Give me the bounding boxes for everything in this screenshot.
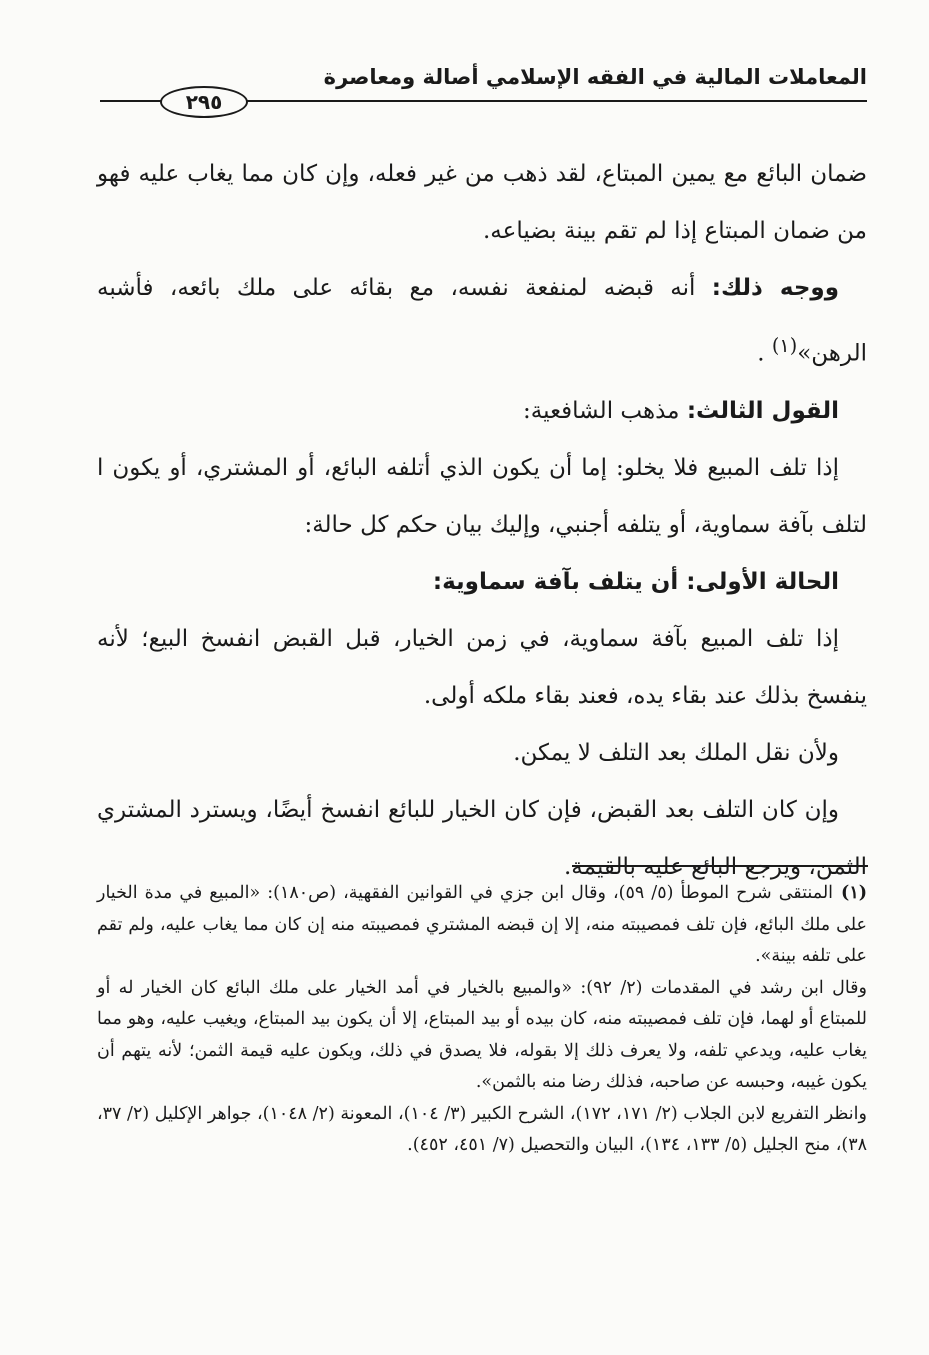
paragraph-5: ولأن نقل الملك بعد التلف لا يمكن. — [513, 739, 839, 766]
paragraph-6: وإن كان التلف بعد القبض، فإن كان الخيار للبائع انفسخ أيضًا، ويسترد المشتري الثمن، ويرجع البائع عليه بالقيمة. — [97, 796, 867, 880]
footnotes — [97, 878, 867, 1162]
paragraph-4: إذا تلف المبيع بآفة سماوية، في زمن الخيار، قبل القبض انفسخ البيع؛ لأنه ينفسخ بذلك عند بقاء يده، فعند بقاء ملكه أولى. — [97, 625, 867, 709]
paragraph-2-text: أنه قبضه لمنفعة نفسه، مع بقائه على ملك بائعه، فأشبه الرهن» — [97, 275, 867, 367]
section-heading-text: مذهب الشافعية: — [523, 397, 680, 424]
running-header-title: المعاملات المالية في الفقه الإسلامي أصالة ومعاصرة — [323, 65, 867, 89]
footnote-1-part-1 — [97, 878, 867, 973]
paragraph-2-end: . — [757, 340, 765, 367]
footnote-1-text: المنتقى شرح الموطأ (٥/ ٥٩)، وقال ابن جزي في القوانين الفقهية، (ص١٨٠): «المبيع في مدة الخيار على ملك البائع، فإن تلف فمصيبته منه، إلا إن قبضه المشتري فمصيبته منه إن كان مما يغاب عليه، ولم تقم على تلفه بينة». — [97, 883, 867, 966]
section-heading-label: القول الثالث: — [686, 397, 839, 424]
page-number-badge: ٢٩٥ — [160, 86, 248, 118]
paragraph-1: ضمان البائع مع يمين المبتاع، لقد ذهب من غير فعله، وإن كان مما يغاب عليه فهو من ضمان المبتاع إذا لم تقم بينة بضياعه. — [97, 161, 867, 244]
footnote-separator — [572, 865, 868, 867]
main-text — [97, 146, 867, 896]
section-heading-third-opinion — [97, 383, 867, 440]
footnote-1-number: (١) — [841, 883, 867, 903]
paragraph-3: إذا تلف المبيع فلا يخلو: إما أن يكون الذي أتلفه البائع، أو المشتري، أو يكون ا لتلف بآفة سماوية، أو يتلفه أجنبي، وإليك بيان حكم كل حالة: — [97, 454, 867, 538]
subheading-first-case: الحالة الأولى: أن يتلف بآفة سماوية: — [432, 568, 839, 595]
paragraph-2-label: ووجه ذلك: — [711, 275, 840, 301]
footnote-1-part-3: وانظر التفريع لابن الجلاب (٢/ ١٧١، ١٧٢)، الشرح الكبير (٣/ ١٠٤)، المعونة (٢/ ١٠٤٨)، جواهر الإكليل (٢/ ٣٧، ٣٨)، منح الجليل (٥/ ١٣٣، ١٣٤)، البيان والتحصيل (٧/ ٤٥١، ٤٥٢). — [97, 1103, 867, 1155]
footnote-reference: (١) — [771, 334, 798, 357]
footnote-1-part-2: وقال ابن رشد في المقدمات (٢/ ٩٢): «والمبيع بالخيار في أمد الخيار على ملك البائع كان الخيار له أو للمبتاع أو لهما، فإن تلف فمصيبته منه، كان بيده أو بيد المبتاع، إلا أن يكون بيد المبتاع، ويغيب عليه، وهو مما يغاب عليه، ويدعي تلفه، ولا يعرف ذلك إلا بقوله، فلا يصدق في ذلك، ويكون عليه قيمة الثمن؛ لأنه يتهم أن يكون غيبه، وحبسه عن صاحبه، فذلك رضا منه بالثمن». — [97, 977, 867, 1092]
paragraph-2 — [97, 260, 867, 383]
